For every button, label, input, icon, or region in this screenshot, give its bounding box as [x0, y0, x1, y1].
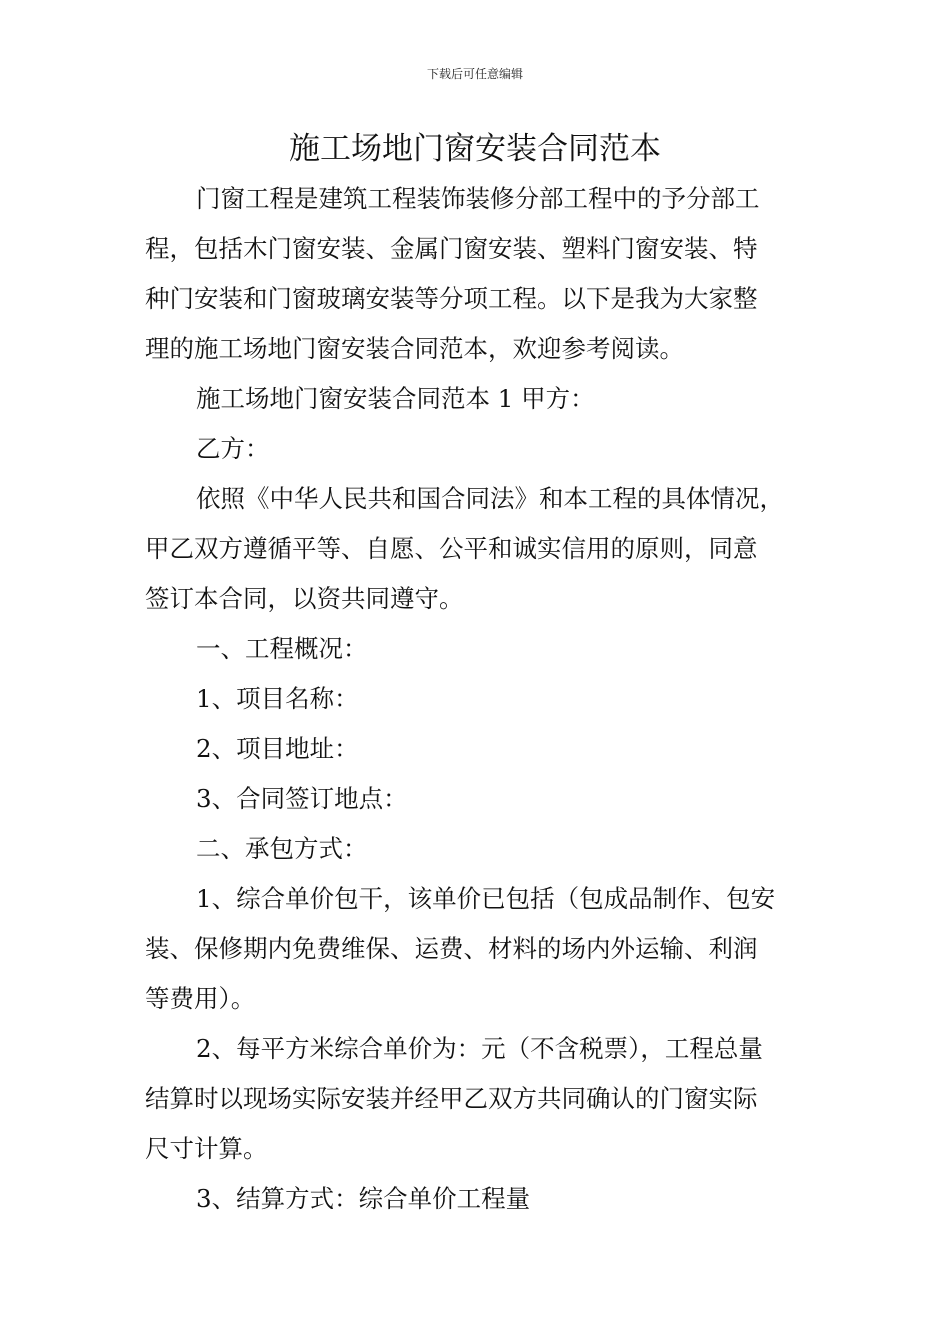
party-b-line: 乙方： [196, 434, 270, 463]
contract-heading-line: 施工场地门窗安装合同范本 1 甲方： [196, 384, 595, 413]
signing-place-line: 3、合同签订地点： [196, 784, 408, 813]
intro-line-4: 理的施工场地门窗安装合同范本，欢迎参考阅读。 [145, 334, 684, 363]
basis-line-2: 甲乙双方遵循平等、自愿、公平和诚实信用的原则，同意 [145, 534, 758, 563]
unit-price-line-3: 尺寸计算。 [145, 1134, 268, 1163]
basis-line-1: 依照《中华人民共和国合同法》和本工程的具体情况， [196, 484, 784, 513]
contract-method-line-1: 1、综合单价包干，该单价已包括（包成品制作、包安 [196, 884, 776, 913]
intro-line-1: 门窗工程是建筑工程装饰装修分部工程中的予分部工 [196, 184, 760, 213]
settlement-line: 3、结算方式：综合单价工程量 [196, 1184, 531, 1213]
contract-method-line-3: 等费用）。 [145, 984, 256, 1013]
section-2-heading: 二、承包方式： [196, 834, 368, 863]
unit-price-line-1: 2、每平方米综合单价为：元（不含税票），工程总量 [196, 1034, 763, 1063]
intro-line-3: 种门安装和门窗玻璃安装等分项工程。以下是我为大家整 [145, 284, 758, 313]
unit-price-line-2: 结算时以现场实际安装并经甲乙双方共同确认的门窗实际 [145, 1084, 758, 1113]
contract-method-line-2: 装、保修期内免费维保、运费、材料的场内外运输、利润 [145, 934, 758, 963]
project-name-line: 1、项目名称： [196, 684, 359, 713]
header-note: 下载后可任意编辑 [426, 67, 523, 81]
basis-line-3: 签订本合同，以资共同遵守。 [145, 584, 464, 613]
section-1-heading: 一、工程概况： [196, 634, 368, 663]
document-title: 施工场地门窗安装合同范本 [289, 131, 661, 167]
project-address-line: 2、项目地址： [196, 734, 359, 763]
intro-line-2: 程，包括木门窗安装、金属门窗安装、塑料门窗安装、特 [145, 234, 758, 263]
